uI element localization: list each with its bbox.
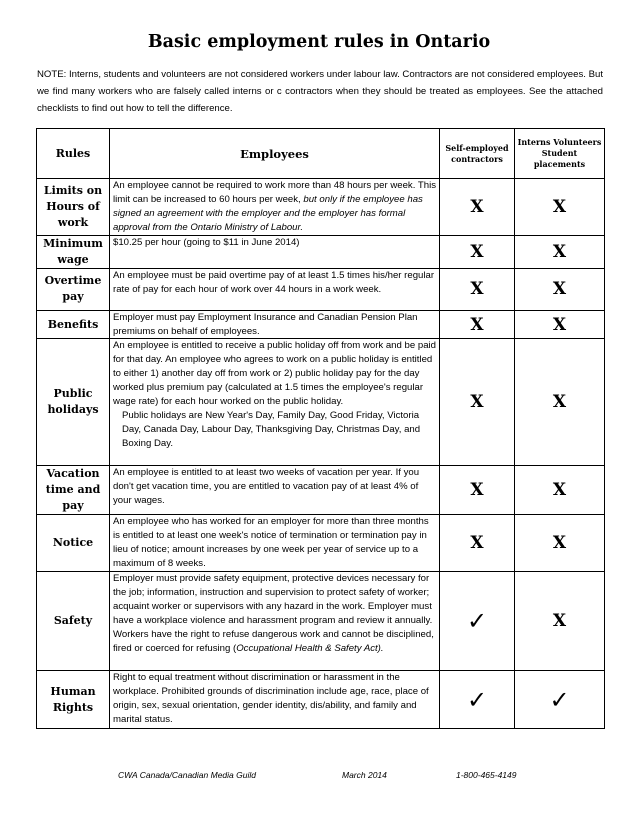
interns-mark: X [515, 466, 605, 515]
rule-description: Employer must provide safety equipment, protective devices necessary for the job; information, instruction and supervision to protect safety of worker; acquaint worker or supervisors with any hazard in the work. Employer must have a workplace violence and harassment program and review it annually. Workers have the right to refuse dangerous work and cannot be disciplined, fired or coerced for refusing (Occupational Health & Safety Act). [110, 572, 440, 671]
table-row [37, 235, 605, 268]
rule-label: Minimum wage [37, 235, 110, 268]
rule-label: Overtime pay [37, 268, 110, 310]
rule-label: Notice [37, 515, 110, 572]
rule-description: $10.25 per hour (going to $11 in June 2014) [110, 235, 440, 268]
rule-description: An employee must be paid overtime pay of at least 1.5 times his/her regular rate of pay for each hour of work over 44 hours in a work week. [110, 268, 440, 310]
rule-description: An employee who has worked for an employer for more than three months is entitled to at least one week's notice of termination or termination pay in lieu of notice; amount increases by one week per year of service up to a maximum of 8 weeks. [110, 515, 440, 572]
self-employed-mark: X [440, 235, 515, 268]
interns-mark: X [515, 572, 605, 671]
header-self-employed: Self-employed contractors [440, 129, 515, 179]
interns-mark: ✓ [515, 671, 605, 729]
rule-description: Right to equal treatment without discrimination or harassment in the workplace. Prohibited grounds of discrimination include age, race, place of origin, sex, sexual orientation, gender identity, dis/ability, and family and marital status. [110, 671, 440, 729]
table-row [37, 339, 605, 466]
header-employees: Employees [110, 129, 440, 179]
rule-description: Employer must pay Employment Insurance and Canadian Pension Plan premiums on behalf of employees. [110, 310, 440, 339]
footer-org: CWA Canada/Canadian Media Guild [118, 770, 256, 780]
self-employed-mark: X [440, 268, 515, 310]
rule-label: Limits on Hours of work [37, 179, 110, 236]
header-rules: Rules [37, 129, 110, 179]
interns-mark: X [515, 310, 605, 339]
self-employed-mark: X [440, 466, 515, 515]
header-interns: Interns Volunteers Student placements [515, 129, 605, 179]
interns-mark: X [515, 268, 605, 310]
rule-description: An employee cannot be required to work more than 48 hours per week. This limit can be increased to 60 hours per week, but only if the employee has signed an agreement with the employer and the employer has formal approval from the Ontario Ministry of Labour. [110, 179, 440, 236]
self-employed-mark: ✓ [440, 572, 515, 671]
table-row [37, 671, 605, 729]
self-employed-mark: ✓ [440, 671, 515, 729]
rule-description: An employee is entitled to at least two weeks of vacation per year. If you don't get vacation time, you are entitled to vacation pay of at least 4% of your wages. [110, 466, 440, 515]
note-paragraph: NOTE: Interns, students and volunteers are not considered workers under labour law. Contractors are not considered employees. But we find many workers who are falsely called interns or c contractors when they should be treated as employees. See the attached checklists to find out how to tell the difference. [37, 69, 603, 114]
rules-table [36, 128, 605, 729]
self-employed-mark: X [440, 179, 515, 236]
interns-mark: X [515, 515, 605, 572]
table-row [37, 466, 605, 515]
document-title: Basic employment rules in Ontario [147, 32, 491, 52]
footer-date: March 2014 [342, 770, 387, 780]
self-employed-mark: X [440, 339, 515, 466]
rule-description: An employee is entitled to receive a public holiday off from work and be paid for that day. An employee who agrees to work on a public holiday is entitled to either 1) another day off from work or 2) public holiday pay for the day worked plus premium pay (calculated at 1.5 times the employee's regular wage rate) for each hour worked on the public holiday. Public holidays are New Year's Day, Family Day, Good Friday, Victoria Day, Canada Day, Labour Day, Thanksgiving Day, Christmas Day, and Boxing Day. [110, 339, 440, 466]
self-employed-mark: X [440, 310, 515, 339]
table-row [37, 310, 605, 339]
interns-mark: X [515, 339, 605, 466]
interns-mark: X [515, 235, 605, 268]
rule-label: Public holidays [37, 339, 110, 466]
table-row [37, 268, 605, 310]
rule-label: Benefits [37, 310, 110, 339]
table-row [37, 572, 605, 671]
rule-label: Safety [37, 572, 110, 671]
rule-label: Human Rights [37, 671, 110, 729]
footer-phone: 1-800-465-4149 [456, 770, 517, 780]
interns-mark: X [515, 179, 605, 236]
table-header-row [37, 129, 605, 179]
table-row [37, 179, 605, 236]
table-row [37, 515, 605, 572]
self-employed-mark: X [440, 515, 515, 572]
rule-label: Vacation time and pay [37, 466, 110, 515]
